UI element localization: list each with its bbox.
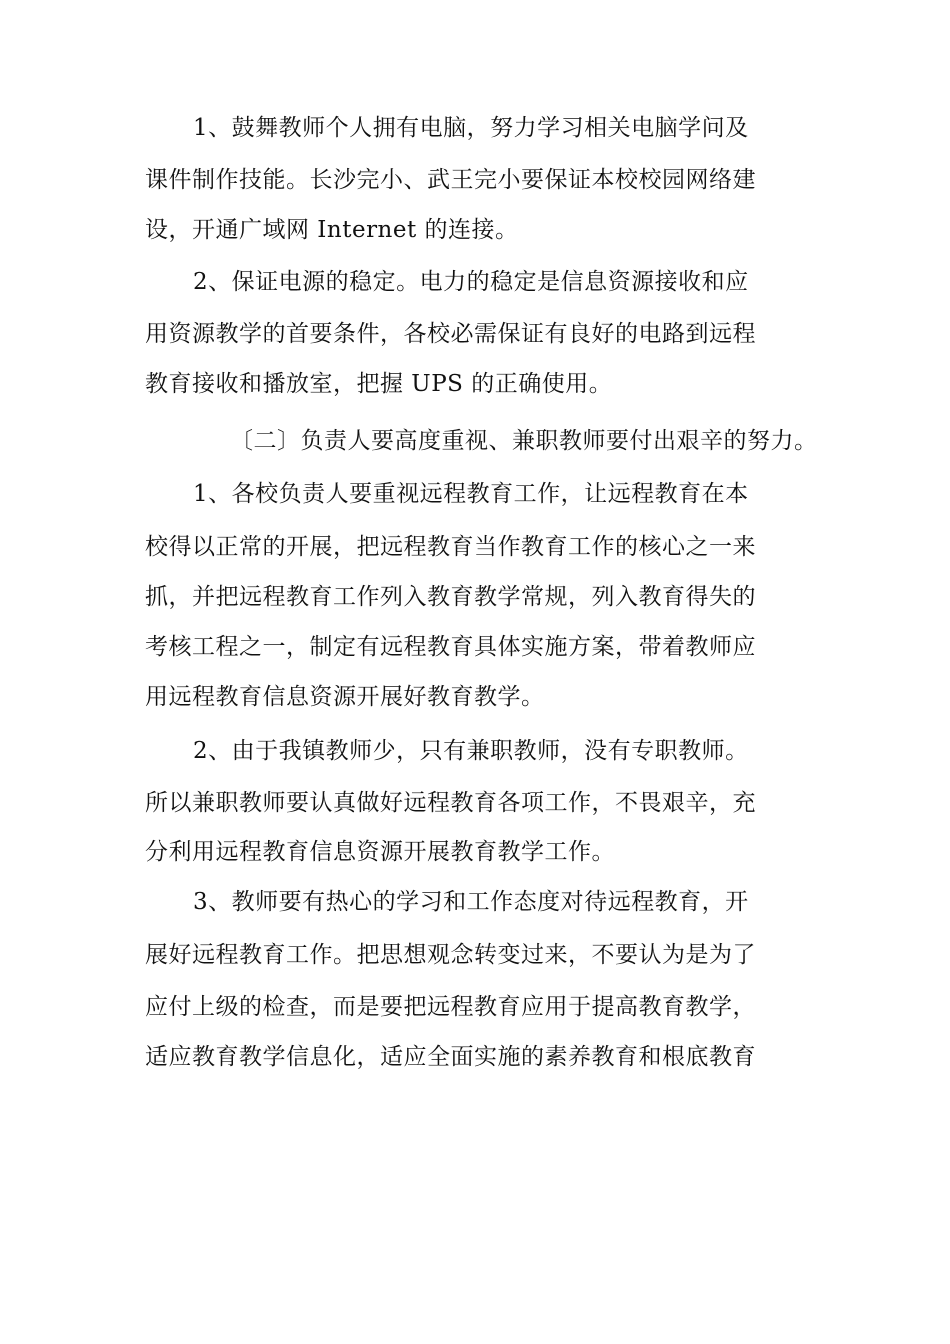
paragraph-5-line-2: 展好远程教育工作。把思想观念转变过来，不要认为是为了 xyxy=(145,942,756,968)
paragraph-3-line-2: 校得以正常的开展，把远程教育当作教育工作的核心之一来 xyxy=(145,534,756,560)
paragraph-1-line-1: 1、鼓舞教师个人拥有电脑，努力学习相关电脑学问及 xyxy=(193,115,749,141)
paragraph-2-line-3: 教育接收和播放室，把握 UPS 的正确使用。 xyxy=(145,371,613,397)
paragraph-4-line-1: 2、由于我镇教师少，只有兼职教师，没有专职教师。 xyxy=(193,738,749,764)
paragraph-3-line-1: 1、各校负责人要重视远程教育工作，让远程教育在本 xyxy=(193,481,749,507)
paragraph-1-line-2: 课件制作技能。长沙完小、武王完小要保证本校校园网络建 xyxy=(145,167,756,193)
paragraph-3-line-3: 抓，并把远程教育工作列入教育教学常规，列入教育得失的 xyxy=(145,584,756,610)
paragraph-2-line-1: 2、保证电源的稳定。电力的稳定是信息资源接收和应 xyxy=(193,269,749,295)
paragraph-5-line-3: 应付上级的检查，而是要把远程教育应用于提高教育教学， xyxy=(145,994,756,1020)
section-heading: 〔二〕负责人要高度重视、兼职教师要付出艰辛的努力。 xyxy=(230,428,818,454)
paragraph-3-line-5: 用远程教育信息资源开展好教育教学。 xyxy=(145,684,545,710)
paragraph-1-line-3: 设，开通广域网 Internet 的连接。 xyxy=(145,217,519,243)
paragraph-4-line-2: 所以兼职教师要认真做好远程教育各项工作，不畏艰辛，充 xyxy=(145,790,756,816)
paragraph-2-line-2: 用资源教学的首要条件，各校必需保证有良好的电路到远程 xyxy=(145,321,756,347)
paragraph-5-line-1: 3、教师要有热心的学习和工作态度对待远程教育，开 xyxy=(193,889,749,915)
paragraph-5-line-4: 适应教育教学信息化，适应全面实施的素养教育和根底教育 xyxy=(145,1044,756,1070)
paragraph-3-line-4: 考核工程之一，制定有远程教育具体实施方案，带着教师应 xyxy=(145,634,756,660)
paragraph-4-line-3: 分利用远程教育信息资源开展教育教学工作。 xyxy=(145,839,615,865)
